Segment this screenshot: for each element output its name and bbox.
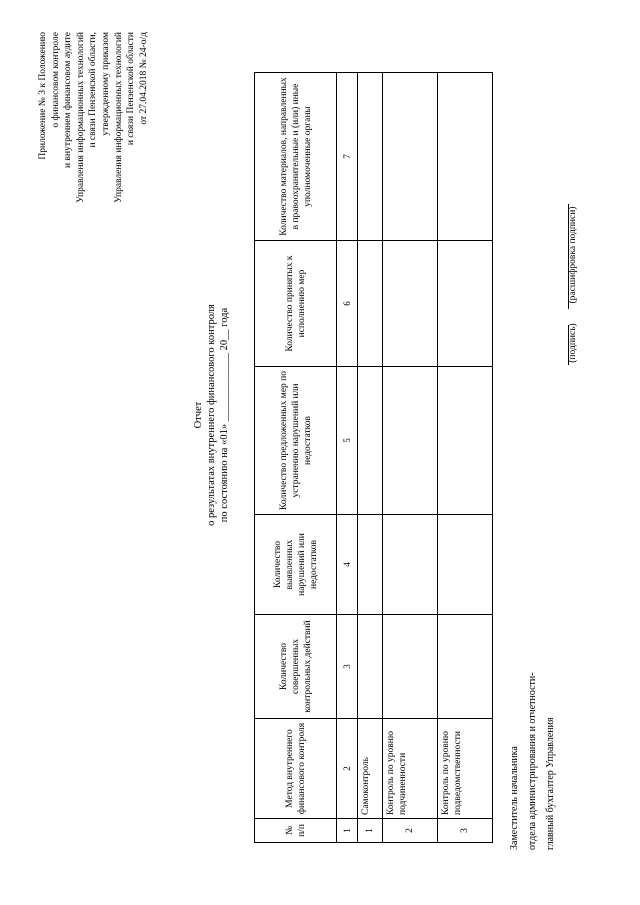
column-number: 4 (337, 515, 358, 615)
column-header: Количество совершенных контрольных действий (255, 615, 337, 719)
signatory-line: главный бухгалтер Управления (545, 717, 556, 850)
empty-cell (438, 515, 493, 615)
table-row (383, 73, 438, 843)
annex-note (37, 32, 150, 247)
report-title (192, 225, 232, 605)
row-number: 2 (383, 819, 438, 843)
report-table (254, 72, 493, 843)
column-number: 5 (337, 367, 358, 515)
row-number: 1 (358, 819, 383, 843)
annex-line: о финансовом контроле (50, 32, 61, 128)
signatory-line: Заместитель начальника (509, 746, 520, 850)
table-row (358, 73, 383, 843)
empty-cell (383, 615, 438, 719)
empty-cell (383, 367, 438, 515)
column-number: 6 (337, 241, 358, 367)
signature-decode-caption: (расшифровка подписи) (568, 206, 578, 304)
empty-cell (358, 73, 383, 241)
column-number: 7 (337, 73, 358, 241)
column-number: 3 (337, 615, 358, 719)
table-header-row (255, 73, 337, 843)
empty-cell (383, 73, 438, 241)
row-method: Самоконтроль (358, 719, 383, 819)
signatory-line: отдела администрирования и отчетности- (527, 672, 538, 850)
empty-cell (358, 515, 383, 615)
column-header: Количество предложенных мер по устранению нарушений или недостатков (255, 367, 337, 515)
annex-line: и связи Пензенской области, (88, 32, 99, 148)
empty-cell (358, 615, 383, 719)
empty-cell (358, 367, 383, 515)
annex-line: Управления информационных технологий (75, 32, 86, 203)
empty-cell (438, 73, 493, 241)
empty-cell (438, 615, 493, 719)
column-header: Количество выявленных нарушений или недостатков (255, 515, 337, 615)
empty-cell (358, 241, 383, 367)
row-method: Контроль по уровню подчиненности (383, 719, 438, 819)
empty-cell (438, 367, 493, 515)
signatory-title (506, 520, 560, 850)
row-number: 3 (438, 819, 493, 843)
column-header: № п/п (255, 819, 337, 843)
annex-line: и связи Пензенской области (126, 32, 137, 146)
title-line: по состоянию на «01» _____________ 20__ года (219, 307, 231, 523)
empty-cell (383, 515, 438, 615)
title-line: Отчет (193, 401, 204, 429)
column-header: Количество материалов, направленных в правоохранительные и (или) иные уполномоченные органы (255, 73, 337, 241)
row-method: Контроль по уровню подведомственности (438, 719, 493, 819)
column-header: Метод внутреннего финансового контроля (255, 719, 337, 819)
annex-line: утвержденному приказом (100, 32, 111, 136)
table-row (438, 73, 493, 843)
column-number: 1 (337, 819, 358, 843)
annex-line: Приложение № 3 к Положению (38, 32, 48, 160)
empty-cell (383, 241, 438, 367)
signature-caption: (подпись) (568, 323, 578, 363)
annex-line: и внутреннем финансовом аудите (63, 32, 74, 168)
title-line: о результатах внутреннего финансового контроля (206, 304, 218, 526)
annex-line: от 27.04.2018 № 24-о/д (138, 32, 149, 125)
empty-cell (438, 241, 493, 367)
column-header: Количество принятых к исполнению мер (255, 241, 337, 367)
column-number: 2 (337, 719, 358, 819)
annex-line: Управления информационных технологий (113, 32, 124, 203)
column-number-row (337, 73, 358, 843)
